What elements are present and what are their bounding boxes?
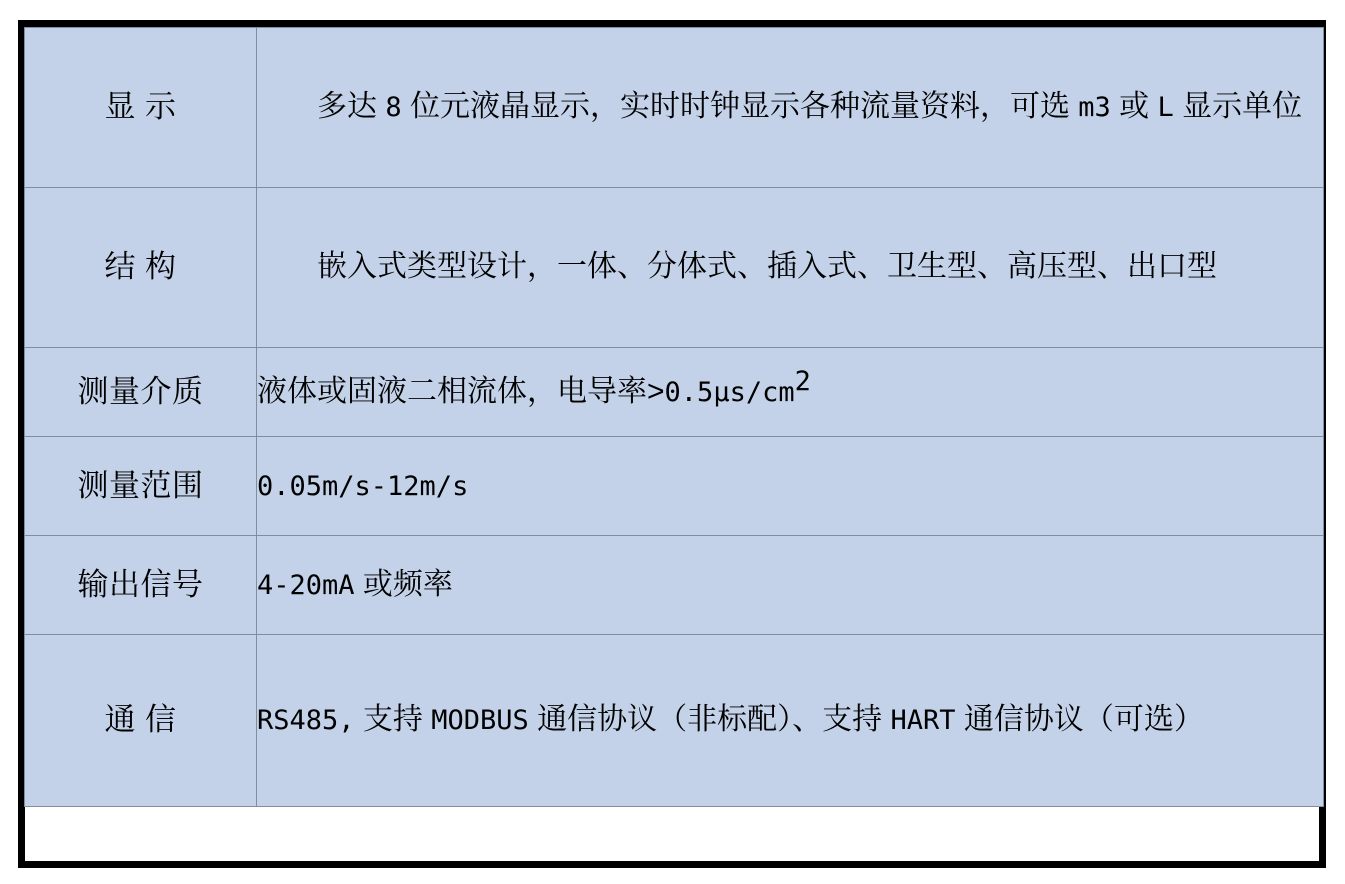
comm-protocol-modbus: MODBUS [431,705,529,737]
table-row [25,188,1324,348]
row-value-medium [257,348,1324,437]
output-signal-suffix: 或频率 [362,567,453,601]
row-label-medium: 测量介质 [25,348,257,437]
display-unit-l: L [1157,92,1174,124]
display-text-part-1: 多达 [317,90,377,124]
comm-text-part-2: 通信协议（非标配）、支持 [537,703,883,737]
comm-text-line-2: 协议（可选） [1023,703,1204,737]
display-text-part-3: 选 [1039,90,1070,124]
display-text-part-5: 显示单位 [1182,90,1303,124]
row-label-output: 输出信号 [25,536,257,635]
table-row [25,536,1324,635]
row-label-structure: 结 构 [25,188,257,348]
medium-conductivity-unit: μs/cm [713,376,795,408]
row-value-structure [257,188,1324,348]
medium-conductivity-value: 0.5 [664,376,714,408]
table-row [25,437,1324,536]
row-value-range [257,437,1324,536]
row-label-display: 显 示 [25,28,257,188]
output-signal-value: 4-20mA [257,569,355,601]
medium-unit-exponent: 2 [794,365,811,397]
row-value-output [257,536,1324,635]
comm-text-part-1: 支持 [362,703,423,737]
display-text-part-4: 或 [1119,90,1150,124]
row-value-display [257,28,1324,188]
specification-table [24,27,1324,807]
display-digit-count: 8 [385,92,402,124]
comm-protocol-hart: HART [890,705,956,737]
table-row [25,635,1324,807]
comm-text-part-3: 通信 [963,703,1024,737]
row-label-communication: 通 信 [25,635,257,807]
structure-text-line-2: 压型、出口型 [1037,250,1217,284]
medium-text-prefix: 液体或固液二相流体，电导率> [257,374,665,408]
range-value: 0.05m/s-12m/s [257,470,469,502]
row-label-range: 测量范围 [25,437,257,536]
row-value-communication [257,635,1324,807]
display-text-part-2: 位元液晶显示，实时时钟显示各种流量资料，可 [409,90,1040,124]
structure-text-line-1: 嵌入式类型设计，一体、分体式、插入式、卫生型、高 [317,250,1037,284]
table-row [25,28,1324,188]
display-unit-m3: m3 [1078,92,1111,124]
comm-protocol-rs485: RS485, [257,705,355,737]
table-row [25,348,1324,437]
